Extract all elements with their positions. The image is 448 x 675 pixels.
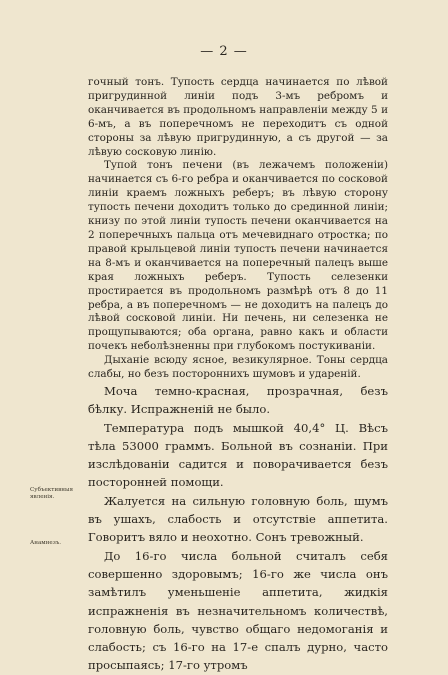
page-number: — 2 — — [200, 44, 248, 59]
paragraph-heart-dullness: гочный тонъ. Тупость сердца начинается по лѣвой пригрудинной линіи подъ 3-мъ ребромъ и оканчивается въ продольномъ направленіи между 5 и 6-мъ, а въ поперечномъ не переходитъ съ одной стороны за лѣвую пригрудинную, а съ другой — за лѣвую сосковую линію. — [88, 76, 388, 158]
paragraph-liver-spleen: Тупой тонъ печени (въ лежачемъ положеніи) начинается съ 6-го ребра и оканчивается по сосковой линіи краемъ ложныхъ реберъ; въ лѣвую сторону тупость печени доходитъ только до срединной линіи; книзу по этой линіи тупость печени оканчивается на 2 поперечныхъ пальца отъ мечевиднаго отростка; по правой крыльцевой линіи тупость печени начинается на 8-мъ и оканчивается на поперечный палецъ выше края ложныхъ реберъ. Тупость селезенки простирается въ продольномъ размѣрѣ отъ 8 до 11 ребра, а въ поперечномъ — не доходитъ на палецъ до лѣвой сосковой линіи. Ни печень, ни селезенка не прощупываются; оба органа, равно какъ и области почекъ неболѣзненны при глубокомъ постукиваніи. — [88, 159, 388, 353]
paragraph-anamnesis: До 16-го числа больной считалъ себя совершенно здоровымъ; 16-го же числа онъ замѣтилъ уменьшеніе аппетита, жидкія испражненія въ незначительномъ количествѣ, головную боль, чувство общаго недомоганія и слабость; съ 16-го на 17-е спалъ дурно, часто просыпаясь; 17-го утромъ — [88, 548, 388, 673]
margin-note-subjective: Субъективныя явленія. — [30, 487, 73, 500]
main-text — [88, 76, 388, 675]
paragraph-breathing: Дыханіе всюду ясное, везикулярное. Тоны сердца слабы, но безъ постороннихъ шумовъ и удареній. — [88, 354, 388, 381]
paragraph-urine: Моча темно-красная, прозрачная, безъ бѣлку. Испражненій не было. — [88, 383, 388, 417]
paragraph-complaints: Жалуется на сильную головную боль, шумъ въ ушахъ, слабость и отсутствіе аппетита. Говоритъ вяло и неохотно. Сонъ тревожный. — [88, 493, 388, 545]
margin-note-anamnesis: Анамнезъ. — [30, 540, 62, 546]
paragraph-temperature: Температура подъ мышкой 40,4° Ц. Вѣсъ тѣла 53000 граммъ. Больной въ сознаніи. При изслѣдованіи садится и поворачивается безъ посторонней помощи. — [88, 420, 388, 490]
